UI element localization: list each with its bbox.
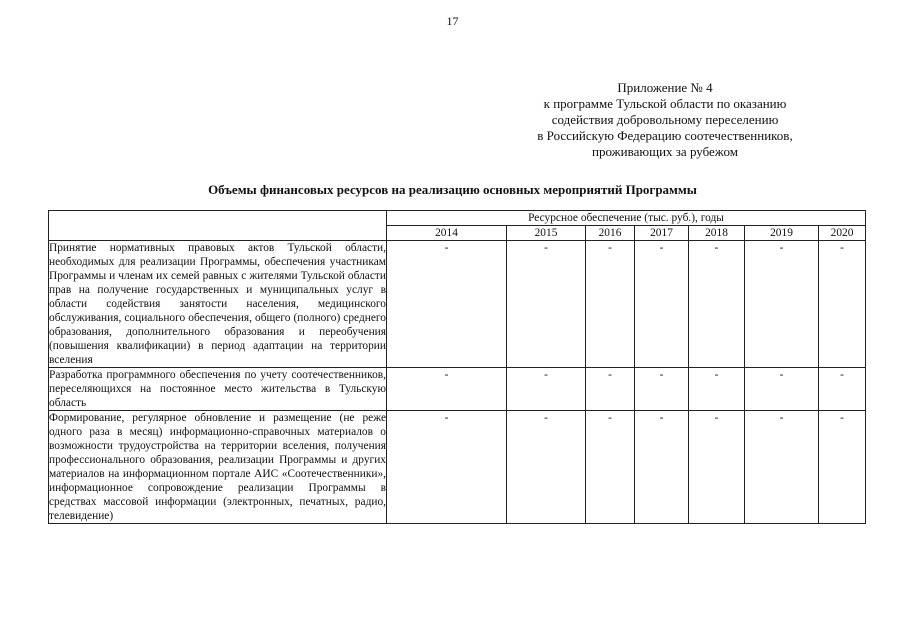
- activity-description: Формирование, регулярное обновление и размещение (не реже одного раза в месяц) информационно-справочных материалов о возможности трудоустройства на территории вселения, получения профессионального образования, реализации Программы и других материалов на информационном портале АИС «Соотечественники», информационное сопровождение реализации Программы в средствах массовой информации (электронных, печатных, радио, телевидение): [49, 412, 386, 522]
- appendix-line: к программе Тульской области по оказанию: [543, 96, 787, 111]
- page-number: 17: [446, 14, 459, 28]
- resources-group-header: Ресурсное обеспечение (тыс. руб.), годы: [387, 211, 866, 226]
- value-cell: -: [689, 368, 745, 411]
- table-header-row: [49, 211, 866, 226]
- value-cell: -: [819, 241, 866, 368]
- value-cell: -: [745, 241, 819, 368]
- value-cell: -: [689, 241, 745, 368]
- activity-description: Принятие нормативных правовых актов Тульской области, необходимых для реализации Программы, обеспечения участникам Программы и членам их семей равных с жителями Тульской области прав на получение государственных и муниципальных услуг в области содействия занятости населения, медицинского обслуживания, социального обеспечения, общего (полного) среднего образования, дополнительного образования и переобучения (повышения квалификации) в период адаптации на территории вселения: [49, 242, 386, 366]
- appendix-line: Приложение № 4: [617, 80, 713, 95]
- appendix-note: [480, 80, 850, 160]
- activity-column-header: [49, 211, 387, 241]
- value-cell: -: [507, 241, 586, 368]
- year-header: 2014: [387, 226, 507, 241]
- year-header: 2020: [819, 226, 866, 241]
- value-cell: -: [635, 411, 689, 524]
- value-cell: -: [586, 368, 635, 411]
- value-cell: -: [745, 368, 819, 411]
- year-header: 2018: [689, 226, 745, 241]
- value-cell: -: [387, 411, 507, 524]
- year-header: 2016: [586, 226, 635, 241]
- value-cell: -: [689, 411, 745, 524]
- appendix-line: содействия добровольному переселению: [551, 112, 779, 127]
- value-cell: -: [635, 241, 689, 368]
- value-cell: -: [586, 241, 635, 368]
- resources-table: [48, 210, 866, 524]
- value-cell: -: [387, 241, 507, 368]
- appendix-line: проживающих за рубежом: [592, 144, 738, 159]
- table-row: [49, 241, 866, 368]
- appendix-line: в Российскую Федерацию соотечественников,: [537, 128, 793, 143]
- value-cell: -: [507, 411, 586, 524]
- table-row: [49, 368, 866, 411]
- value-cell: -: [819, 411, 866, 524]
- year-header: 2015: [507, 226, 586, 241]
- value-cell: -: [586, 411, 635, 524]
- year-header: 2017: [635, 226, 689, 241]
- value-cell: -: [635, 368, 689, 411]
- activity-description: Разработка программного обеспечения по учету соотечественников, переселяющихся на постоянное место жительства в Тульскую область: [49, 369, 386, 409]
- value-cell: -: [507, 368, 586, 411]
- value-cell: -: [745, 411, 819, 524]
- value-cell: -: [819, 368, 866, 411]
- table-row: [49, 411, 866, 524]
- document-title: Объемы финансовых ресурсов на реализацию основных мероприятий Программы: [208, 182, 697, 197]
- year-header: 2019: [745, 226, 819, 241]
- value-cell: -: [387, 368, 507, 411]
